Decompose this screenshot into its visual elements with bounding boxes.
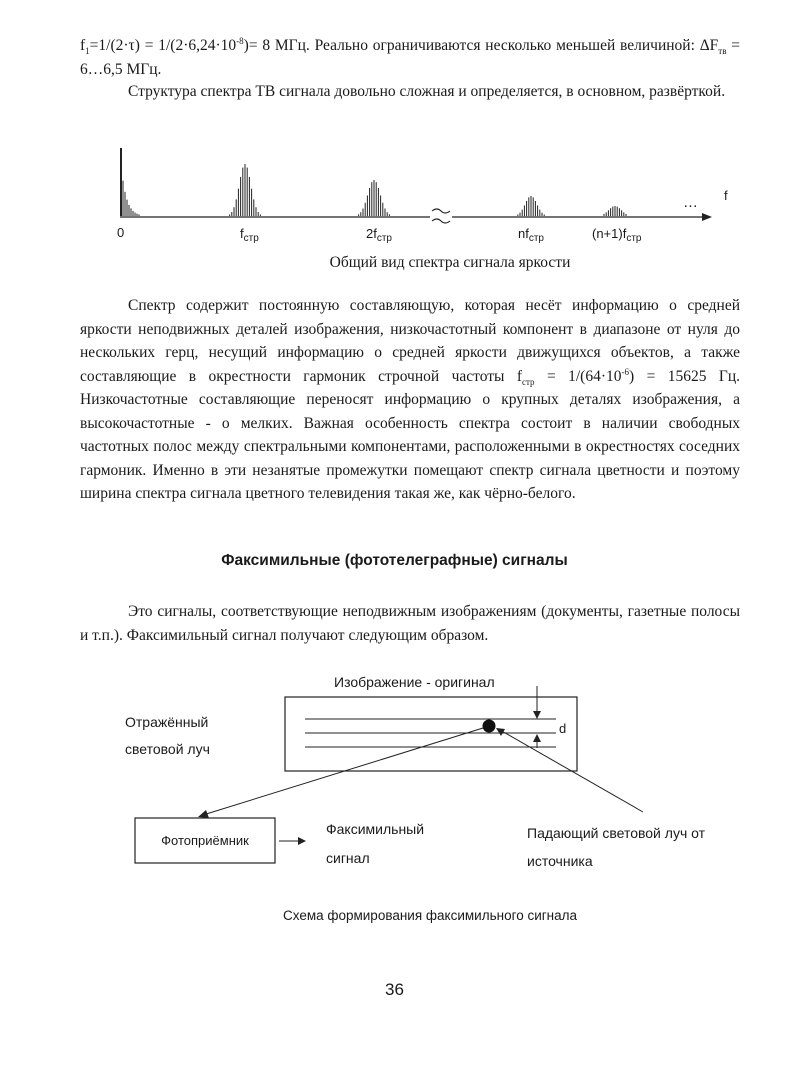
label-dots: … (683, 194, 698, 211)
text-fragment: Спектр содержит постоянную составляющую, которая несёт информацию о средней яркости неподвижных деталей изображения, низкочастотный компонент в диапазоне от нуля до нескольких герц, несущий информацию о средней яркости движущихся объектов, а также составляющие в окрестности гармоник строчной частоты f (80, 297, 740, 385)
text-fragment: f (80, 37, 86, 54)
paragraph-fax-intro: Это сигналы, соответствующие неподвижным изображениям (документы, газетные полосы и т.п.). Факсимильный сигнал получают следующим образом. (80, 603, 740, 644)
light-spot (483, 720, 496, 733)
label-n1fstr: $(n+1)f_{стр}$ (592, 226, 642, 244)
section-heading: Факсимильные (фототелеграфные) сигналы (221, 552, 568, 569)
label-zero: 0 (117, 225, 125, 240)
reflected-arrowhead-icon (198, 810, 209, 818)
d-label: d (559, 721, 567, 736)
page-number: 36 (385, 980, 404, 999)
paragraph-spectrum-structure: Структура спектра ТВ сигнала довольно сложная и определяется, в основном, развёрткой. (128, 83, 726, 100)
subscript: стр (522, 376, 535, 387)
reflected-label-1: Отражённый (125, 714, 209, 730)
text-fragment: =1/(2·τ) = 1/(2·6,24·10 (89, 37, 237, 54)
label-2fstr: $2f_{стр}$ (366, 226, 392, 244)
reflected-label-2: световой луч (125, 741, 210, 757)
subscript: тв (718, 46, 727, 57)
photoreceiver-label: Фотоприёмник (161, 833, 249, 848)
figure-caption-spectrum: Общий вид спектра сигнала яркости (329, 254, 571, 271)
subscript: 1 (85, 46, 90, 57)
label-nfstr: $nf_{стр}$ (518, 226, 544, 244)
text-fragment: ) = 15625 Гц. Низкочастотные составляющие переносят информацию о крупных деталях изображения, а высокочастотные - о мелких. Важная особенность спектра состоит в наличии свободных частотных полос между спектральными компонентами, расположенными в окрестностях соседних гармоник. Именно в эти незанятые промежутки помещают спектр сигнала цветности и поэтому ширина спектра сигнала цветного телевидения такая же, как чёрно-белого. (80, 367, 740, 502)
superscript: -6 (621, 366, 629, 377)
text-fragment: = 6…6,5 МГц. (80, 37, 740, 78)
incident-label-2: источника (527, 853, 593, 869)
text-fragment: )= 8 МГц. Реально ограничиваются несколько меньшей величиной: ΔF (243, 37, 719, 54)
text-fragment: = 1/(64·10 (534, 367, 622, 385)
original-label: Изображение - оригинал (334, 674, 495, 690)
signal-label-1: Факсимильный (326, 821, 425, 837)
incident-label-1: Падающий световой луч от (527, 825, 706, 841)
superscript: -8 (236, 35, 244, 46)
signal-label-2: сигнал (326, 850, 370, 866)
original-document (285, 697, 577, 771)
d-arrowhead-up-icon (533, 734, 541, 742)
figure-caption-fax: Схема формирования факсимильного сигнала (282, 908, 578, 923)
d-arrowhead-down-icon (533, 711, 541, 719)
label-axis-f: f (724, 188, 728, 203)
label-fstr: $f_{стр}$ (240, 226, 259, 244)
output-arrowhead-icon (298, 837, 306, 845)
